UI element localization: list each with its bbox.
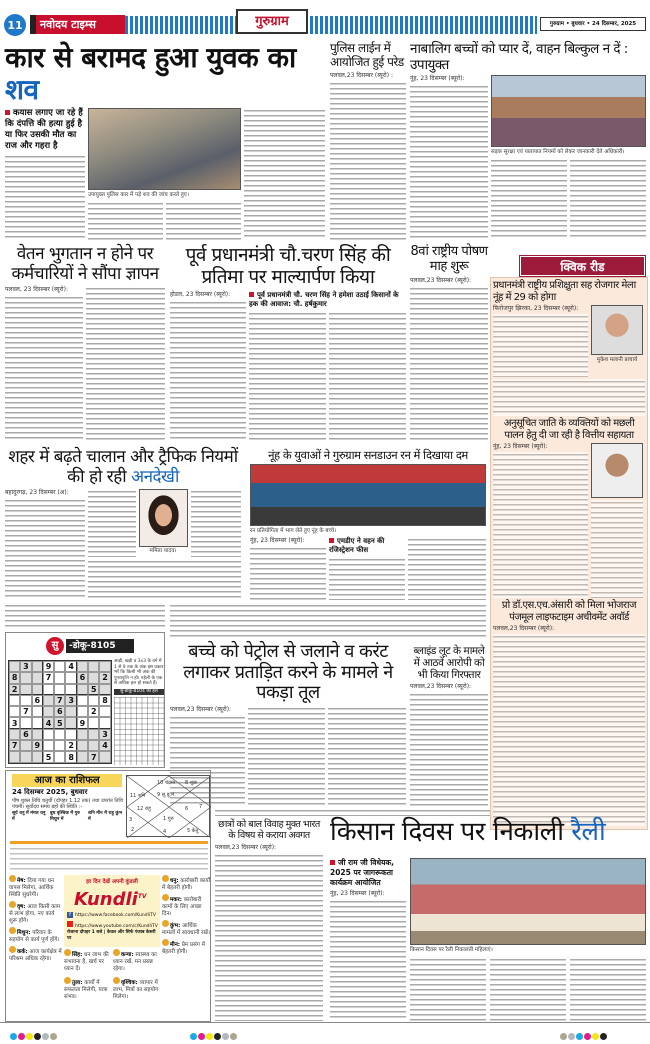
zodiac-icon xyxy=(9,875,16,882)
dateline: होडल, 23 दिसम्बर (ब्यूरो): xyxy=(170,290,231,298)
photo-caption: ममिता यादव। xyxy=(149,548,177,555)
sudoku-cell: 3 xyxy=(65,695,76,706)
sudoku-cell xyxy=(99,661,110,672)
zodiac-column-right xyxy=(162,875,210,958)
panchang-strip xyxy=(10,841,208,844)
sudoku-cell xyxy=(99,706,110,717)
sudoku-cell xyxy=(32,661,43,672)
zodiac-column-left xyxy=(9,875,62,965)
subheadline: एमडीए ने वहन की रजिस्ट्रेशन फीस xyxy=(329,537,405,555)
zodiac-icon xyxy=(64,949,71,956)
dateline: पलवल,23 दिसम्बर (ब्यूरो): xyxy=(170,706,232,714)
horoscope-date: 24 दिसम्बर 2025, बुधवार xyxy=(12,788,88,796)
article-body xyxy=(328,706,407,806)
sudoku-cell xyxy=(77,740,88,751)
sudoku-cell xyxy=(88,661,99,672)
sudoku-grid xyxy=(8,660,112,764)
kundli-house: 3 xyxy=(129,817,133,823)
kundli-house: 2 xyxy=(131,827,135,833)
article-body xyxy=(330,899,406,1021)
sudoku-cell xyxy=(65,717,76,728)
sudoku-cell: 6 xyxy=(32,695,43,706)
sudoku-side xyxy=(114,659,164,765)
registration-marks xyxy=(190,1025,238,1044)
sudoku-cell xyxy=(65,684,76,695)
dateline: फिरोजपुर झिरका, 23 दिसम्बर (ब्यूरो): xyxy=(493,305,579,312)
article-sundown-run xyxy=(250,449,486,600)
zodiac-sign-entry xyxy=(162,875,210,892)
dateline: नूंह, 23 दिसम्बर (ब्यूरो): xyxy=(493,443,548,450)
kundli-tv-ad xyxy=(64,875,160,947)
headline-nutrition-month: 8वां राष्ट्रीय पोषण माह शुरू xyxy=(410,244,488,274)
photo-mamita-yadav xyxy=(139,489,188,547)
sudoku-cell xyxy=(54,672,65,683)
zodiac-name: मेष: xyxy=(17,878,26,884)
article-body xyxy=(248,706,325,806)
zodiac-icon xyxy=(162,875,169,882)
facebook-icon: f xyxy=(67,912,73,918)
sudoku-cell xyxy=(32,717,43,728)
zodiac-icon xyxy=(113,977,120,984)
zodiac-sign-entry xyxy=(64,977,111,1001)
sudoku-cell: 8 xyxy=(99,695,110,706)
article-body xyxy=(249,311,326,440)
article-charan-singh xyxy=(170,245,406,440)
zodiac-icon xyxy=(162,920,169,927)
article-blind-loot xyxy=(410,645,488,806)
sudoku-cell: 8 xyxy=(9,672,20,683)
sudoku-cell: 3 xyxy=(9,717,20,728)
registration-marks xyxy=(10,1025,58,1044)
article-body xyxy=(170,300,246,440)
sudoku-cell xyxy=(99,751,110,762)
headline-text: किसान दिवस पर निकाली xyxy=(330,817,564,847)
article-body xyxy=(408,537,486,600)
article-body xyxy=(570,957,646,1021)
sudoku-cell: 2 xyxy=(9,684,20,695)
zodiac-name: वृष: xyxy=(17,904,26,910)
dateline: पलवल,23 दिसम्बर (ब्यूरो) : xyxy=(330,71,393,79)
sudoku-cell xyxy=(20,717,31,728)
sudoku-cell xyxy=(77,661,88,672)
sudoku-cell xyxy=(9,751,20,762)
sudoku-cell: 5 xyxy=(88,684,99,695)
zodiac-sign-entry xyxy=(162,939,210,956)
page-bottom-rule xyxy=(0,1022,650,1023)
city-tab: गुरुग्राम xyxy=(236,9,308,34)
sudoku-cell xyxy=(88,717,99,728)
sudoku-cell: 2 xyxy=(65,740,76,751)
sudoku-cell xyxy=(32,751,43,762)
sudoku-cell: 3 xyxy=(99,729,110,740)
zodiac-sign-entry xyxy=(64,949,111,973)
zodiac-sign-entry xyxy=(162,894,210,918)
sudoku-cell xyxy=(43,729,54,740)
headline-highlight: रैली xyxy=(571,817,606,847)
dateline: नूंह, 23 दिसम्बर (ब्यूरो): xyxy=(250,537,305,545)
sudoku-cell: 6 xyxy=(77,672,88,683)
kundli-house: 6 xyxy=(185,806,189,812)
sudoku-cell xyxy=(65,706,76,717)
zodiac-name: सिंह: xyxy=(72,952,83,958)
kundli-house: 1 गुरु xyxy=(163,816,174,822)
headline-highlight: शव xyxy=(5,73,39,107)
article-body xyxy=(493,452,588,598)
article-nutrition-month xyxy=(410,245,488,440)
sudoku-cell: 6 xyxy=(54,706,65,717)
article-body xyxy=(5,295,83,440)
article-body xyxy=(88,559,241,600)
zodiac-text: व्यापार में लाभ, मित्रों का सहयोग मिलेगा। xyxy=(113,980,159,1000)
article-police-parade xyxy=(330,42,406,240)
kundli-house: 4 xyxy=(163,829,167,835)
article-body xyxy=(493,634,645,826)
article-body xyxy=(329,557,405,600)
headline-charan-singh: पूर्व प्रधानमंत्री चौ.चरण सिंह की प्रतिमा पर माल्यार्पण किया xyxy=(185,244,391,288)
zodiac-sign-entry xyxy=(9,927,62,944)
sudoku-cell xyxy=(77,706,88,717)
sudoku-cell xyxy=(43,740,54,751)
zodiac-icon xyxy=(113,949,120,956)
sudoku-cell xyxy=(9,706,20,717)
kundli-house: 11 शनि xyxy=(130,793,146,799)
sudoku-cell xyxy=(88,729,99,740)
zodiac-text: आज कार्यक्षेत्र में परिश्रम अधिक रहेगा। xyxy=(9,949,62,962)
headline-minors-vehicles: नाबालिग बच्चों को प्यार दें, वाहन बिल्कुल न दें : उपायुक्त xyxy=(410,41,628,73)
sudoku-cell: 9 xyxy=(77,717,88,728)
sudoku-cell xyxy=(77,729,88,740)
dateline: नूंह, 23 दिसम्बर (ब्यूरो): xyxy=(410,75,465,83)
kundli-house: 9 सू.बु.मं. xyxy=(157,792,176,798)
zodiac-text: धन लाभ की संभावना है, खर्च पर ध्यान दें। xyxy=(64,952,109,972)
sudoku-cell xyxy=(88,740,99,751)
sudoku-cell: 2 xyxy=(99,672,110,683)
subheadline: जी राम जी विधेयक, 2025 पर जागरूकता कार्यक्रम आयोजित xyxy=(330,858,406,888)
article-body xyxy=(591,500,643,598)
sudoku-cell xyxy=(54,684,65,695)
article-body xyxy=(5,498,85,600)
sudoku-cell xyxy=(20,672,31,683)
sudoku-cell xyxy=(54,661,65,672)
sudoku-cell xyxy=(88,672,99,683)
headline-sundown-run: नूंह के युवाओं ने गुरुग्राम सनडाउन रन में दिखाया दम xyxy=(268,448,468,462)
dateline: पलवल, 23 दिसम्बर (ब्यूरो): xyxy=(5,286,68,294)
planet-position: सूर्य धनु में मंगल धनु में xyxy=(12,811,46,822)
article-body xyxy=(86,286,165,440)
sudoku-rules: आड़ी, खड़ी व 3x3 के वर्ग में 1 से 9 तक के अंक इस प्रकार भरें कि किसी भी अंक की पुनरावृत्ति न हो। पहेली के एक से अधिक हल हो सकते हैं। xyxy=(114,659,164,686)
photo-principal xyxy=(591,305,643,355)
dateline: नूंह, 23 दिसम्बर (ब्यूरो): xyxy=(330,890,385,897)
zodiac-icon xyxy=(9,927,16,934)
masthead-logo: नवोदय टाइम्स xyxy=(30,15,125,34)
article-body xyxy=(330,81,406,240)
zodiac-name: वृश्चिक: xyxy=(121,980,138,986)
sudoku-cell: 4 xyxy=(43,717,54,728)
headline-child-marriage: छात्रों को बाल विवाह मुक्त भारत के विषय से कराया अवगत xyxy=(218,819,320,841)
headline-body-found xyxy=(5,42,325,106)
article-body xyxy=(490,957,566,1021)
planet-position: बुध वृश्चिक में गुरु मिथुन में xyxy=(50,811,80,822)
headline-ansari-award: प्रो डॉ.एस.एच.अंसारी को मिला भोजराज पंजमूल लाइफटाइम अचीवमेंट अवॉर्ड xyxy=(501,600,637,623)
zodiac-text: आर्थिक मामलों में सावधानी रखें। xyxy=(162,923,211,936)
sudoku-cell: 3 xyxy=(20,661,31,672)
sudoku-logo-icon: सु xyxy=(46,637,64,655)
kundli-house: 8 शुक्र xyxy=(185,780,198,786)
sudoku-cell xyxy=(54,751,65,762)
article-body xyxy=(410,692,488,806)
zodiac-icon xyxy=(64,977,71,984)
article-traffic-challans xyxy=(5,448,241,600)
zodiac-icon xyxy=(9,946,16,953)
zodiac-text: कारोबारी कार्यों में बेहतरी होगी। xyxy=(162,878,210,891)
photo-caption: सड़क सुरक्षा एवं यातायात नियमों को लेकर जानकारी देते अधिकारी। xyxy=(491,149,625,156)
page-number-badge: 11 xyxy=(4,14,26,36)
zodiac-name: मिथुन: xyxy=(17,930,31,936)
zodiac-name: मकर: xyxy=(170,897,182,903)
subheadline: पूर्व प्रधानमंत्री चौ. चरण सिंह ने हमेशा उठाई किसानों के हक की आवाज: चौ. हर्षकुमार xyxy=(249,291,406,309)
dateline: पलवल,23 दिसम्बर (ब्यूरो): xyxy=(410,683,472,691)
zodiac-name: कन्या: xyxy=(121,952,134,958)
planet-positions xyxy=(12,811,124,822)
zodiac-name: कर्क: xyxy=(17,949,28,955)
kundli-chart xyxy=(126,775,210,837)
article-body xyxy=(191,489,242,557)
article-body xyxy=(244,108,325,240)
sudoku-cell xyxy=(54,729,65,740)
article-salary-memorandum xyxy=(5,245,165,440)
headline-fish-farming-aid: अनुसूचित जाति के व्यक्तियों को मछली पालन हेतु दी जा रही है वित्तीय सहायता xyxy=(503,418,635,441)
sudoku-cell xyxy=(99,684,110,695)
photo-run-participants xyxy=(250,464,486,526)
headline-traffic-challans xyxy=(5,448,241,487)
article-kisan-rally xyxy=(330,858,406,1021)
zodiac-name: धनु: xyxy=(170,878,179,884)
planet-position: शनि मीन में राहु कुंभ में xyxy=(88,811,123,822)
zodiac-text: परिवार के सहयोग से कार्य पूर्ण होंगे। xyxy=(9,930,60,943)
sudoku-box xyxy=(5,632,165,768)
photo-police-car xyxy=(88,108,241,190)
registration-marks xyxy=(560,1025,608,1044)
article-body xyxy=(570,158,646,240)
zodiac-sign-entry xyxy=(9,946,62,963)
zodiac-name: तुला: xyxy=(72,980,83,986)
sudoku-cell xyxy=(32,729,43,740)
headline-apprenticeship-fair: प्रधानमंत्री राष्ट्रीय प्रशिक्षुता सह रोजगार मेला नूंह में 29 को होगा xyxy=(493,280,636,303)
headline-salary-memorandum: वेतन भुगतान न होने पर कर्मचारियों ने सौंपा ज्ञापन xyxy=(11,244,159,284)
highlight-quote: कयास लगाए जा रहे हैं कि दंपत्ति की हत्या हुई है या फिर उसकी मौत का राज और गहरा है xyxy=(5,108,85,152)
sudoku-cell xyxy=(99,717,110,728)
sudoku-cell xyxy=(20,695,31,706)
article-body xyxy=(410,286,488,440)
sudoku-cell: 2 xyxy=(88,706,99,717)
sudoku-cell xyxy=(32,672,43,683)
photo-caption: मुकेश मलानी प्राचार्य xyxy=(596,357,638,363)
sudoku-cell: 7 xyxy=(88,751,99,762)
horoscope-box xyxy=(5,770,211,1022)
header-stripes xyxy=(125,16,537,34)
sudoku-cell: 5 xyxy=(43,751,54,762)
headline-kisan-rally xyxy=(330,818,648,848)
article-body xyxy=(329,311,406,440)
article-body xyxy=(491,158,567,240)
photo-official xyxy=(591,443,643,498)
article-body xyxy=(410,84,488,240)
dateline: पलवल,23 दिसम्बर (ब्यूरो): xyxy=(215,843,277,851)
date-line: गुरुग्राम • बुधवार • 24 दिसम्बर, 2025 xyxy=(540,17,646,31)
quick-read-tab: क्विक रीड xyxy=(520,256,645,276)
zodiac-icon xyxy=(9,901,16,908)
photo-caption: उपायुक्त पुलिस कार में पड़े शव की जांच करते हुए। xyxy=(88,192,189,199)
quick-read-item xyxy=(493,418,645,598)
horoscope-intro: पौष शुक्ल तिथि चतुर्थी (दोपहर 1.12 तक) तथा उपरांत तिथि पंचमी। सूर्योदय समय ग्रहों की स्थिति :- xyxy=(12,798,123,810)
article-body xyxy=(170,603,486,637)
article-body xyxy=(166,201,241,240)
sudoku-cell: 8 xyxy=(65,751,76,762)
sudoku-cell: 7 xyxy=(43,672,54,683)
article-body xyxy=(215,853,323,1021)
sudoku-cell: 7 xyxy=(54,695,65,706)
youtube-link[interactable]: https://www.youtube.com/c/KundliTV xyxy=(67,921,159,930)
article-body xyxy=(493,314,588,377)
sudoku-cell xyxy=(65,729,76,740)
photo-school-children xyxy=(491,75,646,147)
kundli-house: 7 xyxy=(199,804,203,810)
ad-timing: रोजाना दोपहर 1 बजे | केवल और सिर्फ पंजाब केसरी पर xyxy=(67,930,156,941)
zodiac-text: स्वास्थ्य का ध्यान रखें, मन प्रसन्न रहेगा। xyxy=(113,952,157,972)
zodiac-name: मीन: xyxy=(170,942,180,948)
zodiac-text: आज किसी काम से लाभ होगा, नए कार्य शुरू होंगे। xyxy=(9,904,61,924)
sudoku-cell xyxy=(77,684,88,695)
zodiac-text: कारोबारी कामों के लिए अच्छा दिन। xyxy=(162,897,202,917)
article-body xyxy=(5,603,165,628)
ad-tagline: हर दिन देखें अपनी कुंडली xyxy=(86,879,138,885)
panchang-text xyxy=(10,846,208,872)
kundli-house: 10 चंद्रमा xyxy=(157,780,176,786)
dateline: पलवल,23 दिसम्बर (ब्यूरो): xyxy=(493,625,555,632)
zodiac-sign-entry xyxy=(9,901,62,925)
article-body xyxy=(493,379,645,416)
zodiac-sign-entry xyxy=(113,977,160,1001)
sudoku-cell xyxy=(43,706,54,717)
article-body-found xyxy=(5,42,325,240)
kundli-house: 12 राहु xyxy=(137,806,151,812)
headline-highlight: अनदेखी xyxy=(131,466,179,487)
zodiac-sign-entry xyxy=(162,920,210,937)
photo-kisan-rally xyxy=(410,858,646,945)
horoscope-title: आज का राशिफल xyxy=(12,774,122,787)
sudoku-cell xyxy=(88,695,99,706)
article-body xyxy=(88,489,136,557)
youtube-icon xyxy=(67,921,73,927)
zodiac-icon xyxy=(162,939,169,946)
sudoku-cell xyxy=(32,706,43,717)
sudoku-prev-solution xyxy=(114,697,164,766)
photo-caption: किसान दिवस पर रैली निकालती महिलाएं। xyxy=(410,947,493,953)
sudoku-cell xyxy=(20,684,31,695)
kundli-house: 5 केतु xyxy=(187,828,199,834)
sudoku-cell: 7 xyxy=(20,706,31,717)
quick-read-item xyxy=(493,280,645,416)
sudoku-cell xyxy=(9,661,20,672)
sudoku-cell xyxy=(65,672,76,683)
article-body xyxy=(5,154,85,240)
headline-text: शहर में बढ़ते चालान और ट्रैफिक नियमों की हो रही xyxy=(8,447,238,487)
zodiac-sign-entry xyxy=(113,949,160,973)
article-child-marriage xyxy=(215,820,323,1021)
zodiac-icon xyxy=(162,894,169,901)
article-minors-vehicles xyxy=(410,42,646,240)
sudoku-cell xyxy=(9,729,20,740)
zodiac-text: प्रेम प्रसंग में बेहतरी होगी। xyxy=(162,942,205,955)
sudoku-cell: 9 xyxy=(32,740,43,751)
sudoku-prev-solution-label: सु-डोकू-8104 का हल xyxy=(114,689,164,695)
article-body xyxy=(410,957,486,1021)
dateline: बहादुरगढ़, 23 दिसम्बर (अ): xyxy=(5,489,69,497)
headline-petrol-burning: बच्चे को पेट्रोल से जलाने व करंट लगाकर प्रताड़ित करने के मामले ने पकड़ा तूल xyxy=(183,641,393,704)
photo-caption: रन प्रतियोगिता में भाग लेते हुए नूंह के बच्चे। xyxy=(250,528,337,535)
headline-text: कार से बरामद हुआ युवक का xyxy=(5,41,296,74)
article-body xyxy=(215,808,490,816)
kundli-tv-logo: Kundli$^{TV}$ xyxy=(74,889,147,910)
sudoku-cell xyxy=(20,740,31,751)
sudoku-cell: 5 xyxy=(54,717,65,728)
horoscope-header xyxy=(12,788,124,822)
zodiac-name: कुंभ: xyxy=(170,923,181,929)
zodiac-sign-entry xyxy=(9,875,62,899)
sudoku-cell xyxy=(32,684,43,695)
zodiac-text: कार्यों में सफलता मिलेगी, यात्रा संभव। xyxy=(64,980,108,1000)
headline-police-parade: पुलिस लाईन में आयोजित हुई परेड xyxy=(330,41,404,69)
sudoku-cell: 4 xyxy=(99,740,110,751)
sudoku-title: -डोकू-8105 xyxy=(66,639,134,653)
sudoku-cell xyxy=(43,695,54,706)
article-body xyxy=(250,546,326,600)
sudoku-cell xyxy=(20,751,31,762)
sudoku-cell: 4 xyxy=(65,661,76,672)
facebook-link[interactable]: f https://www.facebook.com/KundliTV xyxy=(67,912,159,919)
sudoku-cell: 6 xyxy=(20,729,31,740)
sudoku-cell xyxy=(43,684,54,695)
dateline: पलवल,23 दिसम्बर (ब्यूरो): xyxy=(410,276,472,284)
quick-read-item xyxy=(493,600,645,826)
sudoku-cell xyxy=(54,740,65,751)
zodiac-text: दिया गया धन वापस मिलेगा, आर्थिक स्थिति सुधरेगी। xyxy=(9,878,55,898)
sudoku-cell: 7 xyxy=(9,740,20,751)
article-body xyxy=(88,201,163,240)
sudoku-cell: 9 xyxy=(43,661,54,672)
zodiac-column-middle xyxy=(64,949,160,1003)
sudoku-cell xyxy=(77,695,88,706)
headline-blind-loot: ब्लाइंड लूट के मामले में आठवें आरोपी को भी किया गिरफ्तार xyxy=(413,645,485,682)
sudoku-cell xyxy=(9,695,20,706)
sudoku-cell xyxy=(77,751,88,762)
